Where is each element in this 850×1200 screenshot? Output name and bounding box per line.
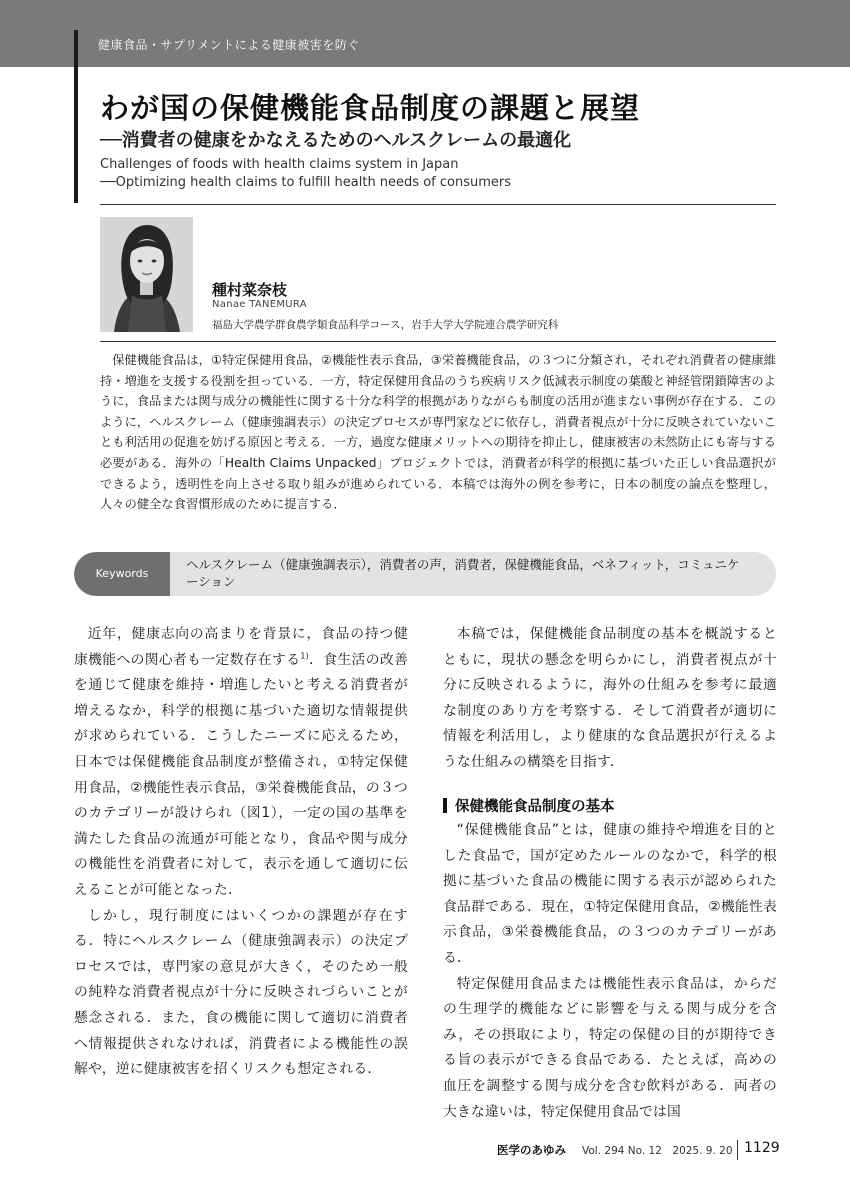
english-title-line1: Challenges of foods with health claims system in Japan	[100, 157, 459, 172]
page-footer	[0, 1140, 850, 1164]
english-title	[100, 156, 511, 192]
page-number: 1129	[744, 1140, 780, 1156]
keywords-bar	[74, 552, 776, 596]
article-subtitle: ──消費者の健康をかなえるためのヘルスクレームの最適化	[100, 130, 572, 151]
body-text: ．食生活の改善を通じて健康を維持・増進したいと考える消費者が増えるなか，科学的根拠に基づいた適切な情報提供が求められている．こうしたニーズに応えるため，日本では保健機能食品制度が整備され，①特定保健用食品，②機能性表示食品，③栄養機能食品，の３つのカテゴリーが設けられ（図1），一定の国の基準を満たした食品の流通が可能となり，食品や関与成分の機能性を消費者に対して，表示を通して適切に伝えることが可能となった．	[74, 651, 408, 898]
footer-divider	[737, 1140, 738, 1160]
citation-ref: 1)	[300, 651, 309, 660]
author-photo	[100, 217, 193, 332]
author-portrait-image	[100, 217, 193, 332]
body-paragraph: 本稿では，保健機能食品制度の基本を概説するとともに，現状の懸念を明らかにし，消費者視点が十分に反映されるように，海外の仕組みを参考に最適な制度のあり方を考察する．そして消費者が適切に情報を利活用し，より健康的な食品選択が行えるような仕組みの構築を目指す．	[443, 626, 777, 770]
body-right-column-bottom	[443, 818, 777, 1125]
body-paragraph	[74, 622, 408, 904]
title-accent-rule	[74, 30, 78, 203]
body-paragraph: しかし，現行制度にはいくつかの課題が存在する．特にヘルスクレーム（健康強調表示）の決定プロセスでは，専門家の意見が大きく，そのため一般の純粋な消費者視点が十分に反映されづらいことが懸念される．また，食の機能に関して適切に消費者へ情報提供されなければ，消費者による機能性の誤解や，逆に健康被害を招くリスクも想定される．	[74, 907, 408, 1078]
article-title: わが国の保健機能食品制度の課題と展望	[100, 91, 641, 125]
footer-volume: Vol. 294 No. 12 2025. 9. 20	[582, 1145, 733, 1157]
body-left-column	[74, 622, 408, 1083]
author-name-ja: 種村菜奈枝	[212, 281, 288, 299]
abstract	[100, 350, 776, 515]
author-name-en: Nanae TANEMURA	[212, 299, 307, 310]
title-divider	[100, 204, 776, 205]
body-paragraph: 特定保健用食品または機能性表示食品は，からだの生理学的機能などに影響を与える関与成分を含み，その摂取により，特定の保健の目的が期待できる旨の表示ができる食品である．たとえば，高めの血圧を調整する関与成分を含む飲料がある．両者の大きな違いは，特定保健用食品では国	[443, 975, 777, 1120]
section-heading-bar	[443, 798, 447, 813]
keywords-label: Keywords	[74, 552, 170, 596]
keywords-text: ヘルスクレーム（健康強調表示），消費者の声，消費者，保健機能食品，ベネフィット，コミュニケーション	[186, 557, 740, 589]
body-paragraph: “保健機能食品”とは，健康の維持や増進を目的とした食品で，国が定めたルールのなかで，科学的根拠に基づいた食品の機能に関する表示が認められた食品群である．現在，①特定保健用食品，②機能性表示食品，③栄養機能食品，の３つのカテゴリーがある．	[443, 822, 777, 966]
header-band	[0, 0, 850, 67]
body-right-column-top	[443, 622, 777, 776]
body-text: 近年，健康志向の高まりを背景に，食品の持つ健康機能への関心者も一定数存在する	[74, 626, 408, 668]
abstract-text: 保健機能食品は，①特定保健用食品，②機能性表示食品，③栄養機能食品，の３つに分類され，それぞれ消費者の健康維持・増進を支援する役割を担っている．一方，特定保健用食品のうち疾病リスク低減表示制度の葉酸と神経管閉鎖障害のように，食品または関与成分の機能性に関する十分な科学的根拠がありながらも制度の活用が進まない事例が存在する．このように，ヘルスクレーム（健康強調表示）の決定プロセスが専門家などに依存し，消費者視点が十分に反映されていないことも利活用の促進を妨げる原因と考える．一方，過度な健康メリットへの期待を抑止し，健康被害の未然防止にも寄与する必要がある．海外の「Health Claims Unpacked」プロジェクトでは，消費者が科学的根拠に基づいた正しい食品選択ができるよう，透明性を向上させる取り組みが進められている．本稿では海外の例を参考に，日本の制度の論点を整理し，人々の健全な食習慣形成のために提言する．	[100, 353, 776, 512]
author-divider	[100, 341, 776, 342]
section-heading-text: 保健機能食品制度の基本	[455, 799, 615, 815]
english-title-line2: ──Optimizing health claims to fulfill health needs of consumers	[100, 175, 511, 190]
footer-journal-name: 医学のあゆみ	[497, 1143, 566, 1157]
section-heading	[443, 795, 615, 816]
author-affiliation: 福島大学農学群食農学類食品科学コース，岩手大学大学院連合農学研究科	[212, 319, 559, 331]
series-label: 健康食品・サプリメントによる健康被害を防ぐ	[98, 38, 360, 52]
